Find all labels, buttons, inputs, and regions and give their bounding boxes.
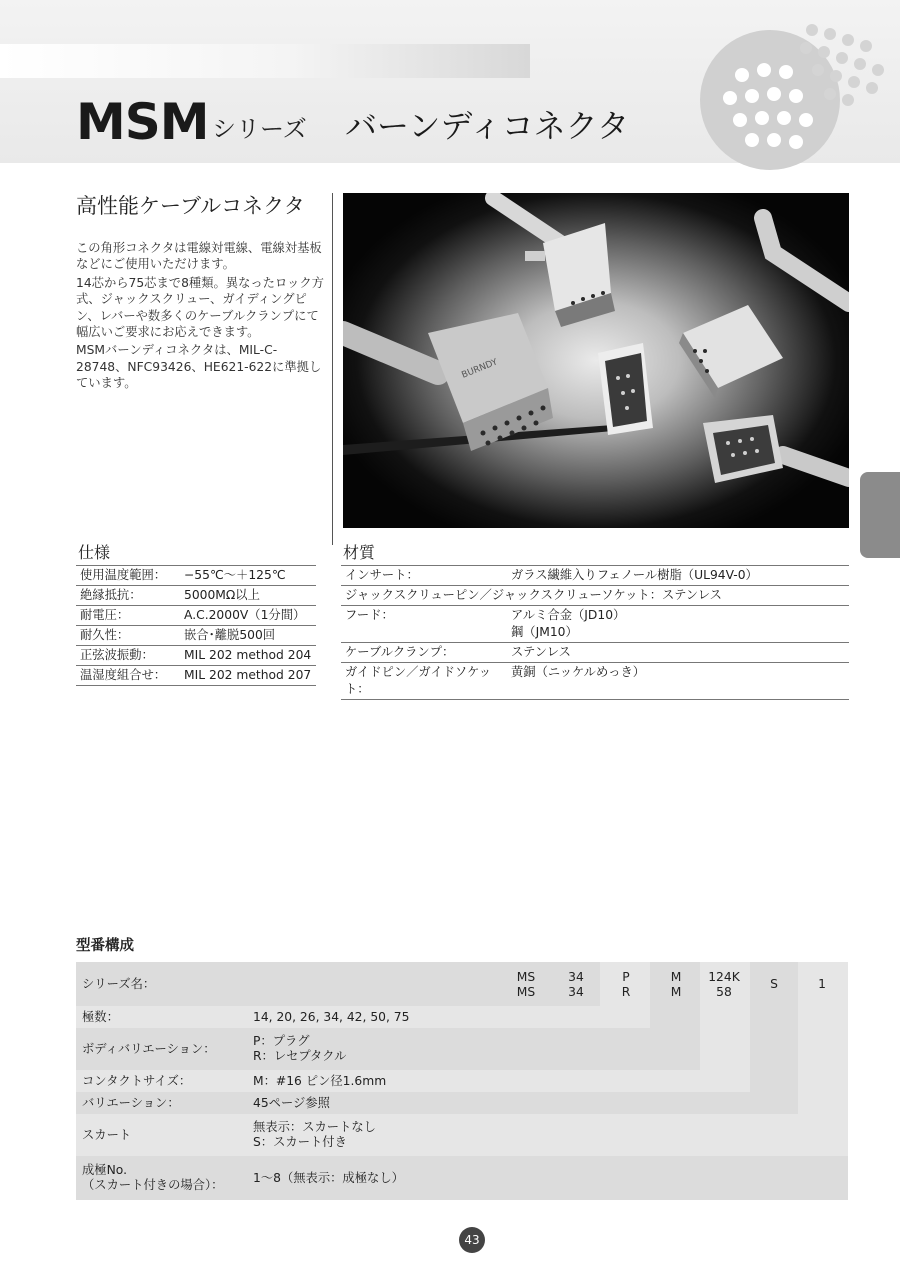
code-series bbox=[502, 970, 550, 1000]
row-value: 14, 20, 26, 34, 42, 50, 75 bbox=[253, 1010, 410, 1024]
code-contact bbox=[652, 970, 700, 1000]
material-value: 黄銅（ニッケルめっき） bbox=[511, 665, 646, 679]
row-value-line: 無表示：スカートなし bbox=[253, 1120, 376, 1134]
intro-paragraph: MSMバーンディコネクタは、MIL-C-28748、NFC93426、HE621-622に準拠しています。 bbox=[76, 343, 322, 391]
code-bottom: R bbox=[621, 985, 631, 999]
spec-value: MIL 202 method 207 bbox=[184, 668, 312, 682]
spec-value: 5000MΩ以上 bbox=[184, 588, 260, 602]
code-polarization bbox=[798, 977, 846, 992]
row-value-line: S：スカート付き bbox=[253, 1135, 347, 1149]
code-top: 1 bbox=[818, 977, 826, 991]
material-value: ステンレス bbox=[511, 645, 571, 659]
material-label: ガイドピン／ガイドソケット： bbox=[345, 665, 492, 696]
specs-title: 仕様 bbox=[78, 543, 111, 562]
specs-table bbox=[76, 565, 316, 686]
connectors-illustration bbox=[343, 193, 849, 528]
code-top: 34 bbox=[568, 970, 584, 984]
row-label: バリエーション： bbox=[82, 1096, 180, 1110]
code-top: 124K bbox=[708, 970, 740, 984]
series-suffix: シリーズ bbox=[212, 115, 307, 143]
row-value bbox=[253, 1034, 346, 1064]
row-label: 極数： bbox=[82, 1010, 119, 1024]
connector-face-decoration bbox=[700, 20, 900, 170]
code-bottom: 34 bbox=[568, 985, 584, 999]
code-top: P bbox=[622, 970, 630, 984]
materials-table bbox=[341, 565, 849, 700]
row-value-line: R：レセプタクル bbox=[253, 1049, 347, 1063]
part-number-title: 型番構成 bbox=[76, 938, 134, 954]
code-top: MS bbox=[516, 970, 536, 984]
column-divider bbox=[332, 193, 333, 545]
spec-label: 使用温度範囲： bbox=[80, 568, 167, 582]
material-label: フード： bbox=[345, 608, 394, 622]
table-row bbox=[76, 586, 316, 606]
spec-label: 耐電圧： bbox=[80, 608, 130, 622]
intro-text bbox=[76, 240, 326, 394]
burndy-label: BURNDY bbox=[460, 357, 500, 381]
series-code: MSM bbox=[76, 93, 209, 151]
code-top: M bbox=[670, 970, 682, 984]
intro-paragraph: この角形コネクタは電線対電線、電線対基板などにご使用いただけます。 bbox=[76, 241, 322, 272]
code-bottom: MS bbox=[516, 985, 536, 999]
material-value bbox=[507, 606, 849, 643]
spec-value: A.C.2000V（1分間） bbox=[184, 608, 306, 622]
row-label: コンタクトサイズ： bbox=[82, 1074, 192, 1088]
row-value-line: P：プラグ bbox=[253, 1034, 310, 1048]
table-row bbox=[76, 646, 316, 666]
code-bottom: 58 bbox=[716, 985, 732, 999]
header-stripe bbox=[0, 44, 530, 78]
table-row bbox=[341, 663, 849, 700]
page-number: 43 bbox=[459, 1227, 485, 1253]
spec-value: −55℃〜＋125℃ bbox=[184, 568, 286, 582]
part-number-diagram bbox=[76, 962, 848, 1200]
material-label: ジャックスクリューピン／ジャックスクリューソケット：ステンレス bbox=[345, 588, 722, 602]
table-row bbox=[341, 586, 849, 606]
table-row bbox=[76, 666, 316, 686]
row-value: M：#16 ピン径1.6mm bbox=[253, 1074, 387, 1088]
product-photo bbox=[343, 193, 849, 528]
row-label: スカート bbox=[82, 1128, 132, 1142]
materials-title: 材質 bbox=[343, 543, 376, 562]
spec-label: 温湿度組合せ： bbox=[80, 668, 167, 682]
spec-label: 正弦波振動： bbox=[80, 648, 154, 662]
row-label-line: （スカート付きの場合）： bbox=[82, 1178, 224, 1192]
spec-label: 耐久性： bbox=[80, 628, 130, 642]
table-row bbox=[341, 606, 849, 643]
row-label: ボディバリエーション： bbox=[82, 1042, 216, 1056]
code-variation bbox=[700, 970, 748, 1000]
product-name: バーンディコネクタ bbox=[345, 107, 630, 145]
spec-value: MIL 202 method 204 bbox=[184, 648, 312, 662]
code-bottom: M bbox=[670, 985, 682, 999]
row-value: 1〜8（無表示：成極なし） bbox=[253, 1171, 404, 1185]
feature-title: 高性能ケーブルコネクタ bbox=[76, 194, 305, 218]
material-value-line: アルミ合金（JD10） bbox=[511, 608, 626, 622]
code-top: S bbox=[770, 977, 778, 991]
material-label: インサート： bbox=[345, 568, 419, 582]
spec-value: 嵌合･離脱500回 bbox=[184, 628, 276, 642]
table-row bbox=[76, 606, 316, 626]
material-value-line: 鋼（JM10） bbox=[511, 625, 578, 639]
code-poles bbox=[552, 970, 600, 1000]
code-body bbox=[602, 970, 650, 1000]
material-label: ケーブルクランプ： bbox=[345, 645, 455, 659]
table-row bbox=[341, 566, 849, 586]
row-label bbox=[82, 1163, 223, 1193]
table-row bbox=[76, 566, 316, 586]
code-skirt bbox=[750, 977, 798, 992]
band-skirt bbox=[76, 1114, 798, 1156]
section-tab bbox=[860, 472, 900, 558]
row-label-line: 成極No. bbox=[82, 1163, 128, 1177]
material-value: ガラス繊維入りフェノール樹脂（UL94V-0） bbox=[511, 568, 758, 582]
row-label: シリーズ名： bbox=[82, 977, 156, 991]
row-value: 45ページ参照 bbox=[253, 1096, 330, 1110]
spec-label: 絶縁抵抗： bbox=[80, 588, 142, 602]
row-value bbox=[253, 1120, 376, 1150]
intro-paragraph: 14芯から75芯まで8種類。異なったロック方式、ジャックスクリュー、ガイディングピン、レバーや数多くのケーブルクランプにて幅広いご要求にお応えできます。 bbox=[76, 275, 324, 340]
table-row bbox=[341, 643, 849, 663]
table-row bbox=[76, 626, 316, 646]
